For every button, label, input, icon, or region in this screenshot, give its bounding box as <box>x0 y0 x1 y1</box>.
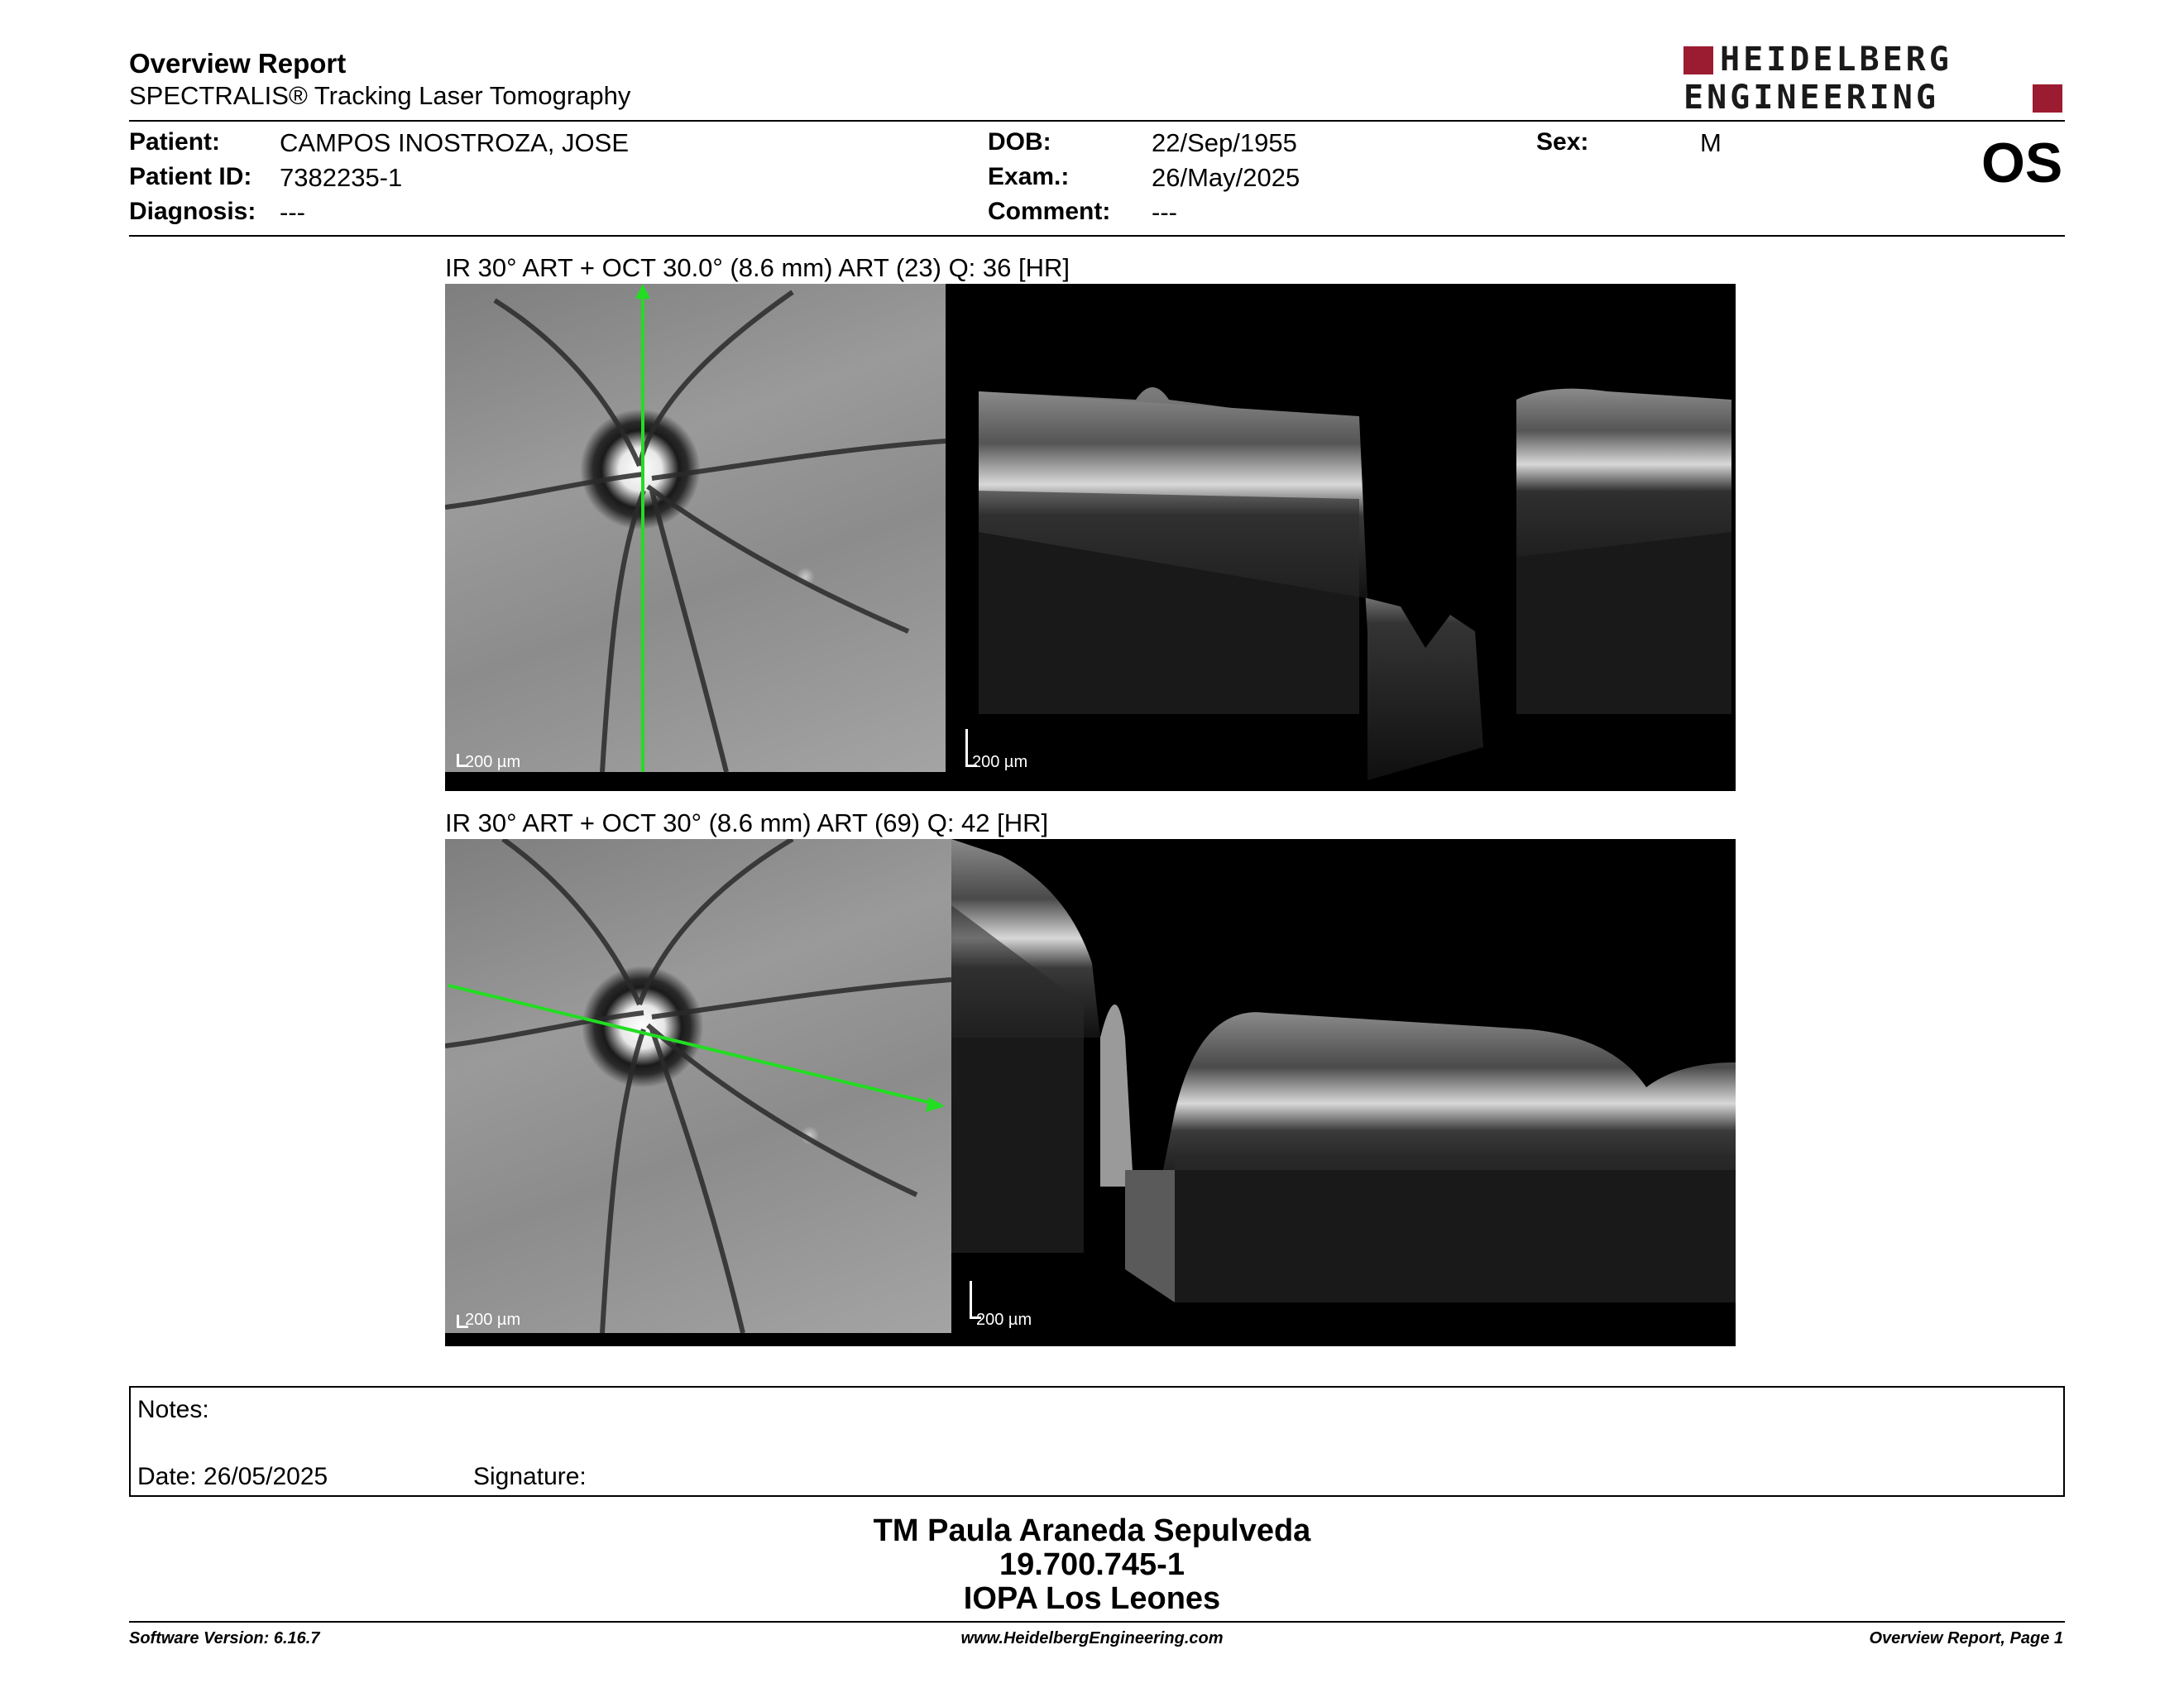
ir-fundus-image[interactable] <box>445 839 951 1333</box>
vessel-overlay <box>445 839 951 1333</box>
header-divider <box>129 120 2065 122</box>
scan-title: IR 30° ART + OCT 30.0° (8.6 mm) ART (23) Q: 36 [HR] <box>445 253 1070 282</box>
exam-value: 26/May/2025 <box>1152 163 1300 192</box>
oct-scale-label: 200 µm <box>972 753 1028 771</box>
scan-title: IR 30° ART + OCT 30° (8.6 mm) ART (69) Q: 42 [HR] <box>445 808 1049 837</box>
software-version: Software Version: 6.16.7 <box>129 1629 320 1647</box>
dob-value: 22/Sep/1955 <box>1152 128 1297 157</box>
oct-bscan-image[interactable] <box>946 284 1736 791</box>
oct-retina-shape <box>946 284 1736 791</box>
signature-label: Signature: <box>473 1463 587 1490</box>
signer-name: TM Paula Araneda Sepulveda <box>873 1513 1311 1548</box>
ir-fundus-image[interactable] <box>445 284 946 772</box>
ir-scale-label: 200 µm <box>465 753 521 771</box>
patient-divider <box>129 235 2065 237</box>
signer-id: 19.700.745-1 <box>999 1547 1185 1582</box>
diagnosis-label: Diagnosis: <box>129 198 256 225</box>
patient-name: CAMPOS INOSTROZA, JOSE <box>280 128 629 157</box>
website-link[interactable]: www.HeidelbergEngineering.com <box>960 1629 1224 1647</box>
eye-indicator: OS <box>1981 132 2063 194</box>
vessel-overlay <box>445 284 946 772</box>
comment-label: Comment: <box>988 198 1111 225</box>
patient-label: Patient: <box>129 128 221 156</box>
diagnosis-value: --- <box>280 198 305 227</box>
oct-bscan-image[interactable] <box>951 839 1736 1346</box>
scan-line-2 <box>448 985 941 1105</box>
oct-scale-label: 200 µm <box>976 1311 1032 1329</box>
signer-institution: IOPA Los Leones <box>963 1581 1221 1616</box>
logo-text-line1: HEIDELBERG <box>1720 41 1952 79</box>
logo-square-icon <box>2033 84 2062 113</box>
logo-text-line2: ENGINEERING <box>1684 79 1939 117</box>
comment-value: --- <box>1152 198 1177 227</box>
notes-label: Notes: <box>137 1396 209 1423</box>
page-indicator: Overview Report, Page 1 <box>1869 1629 2063 1647</box>
notes-box[interactable] <box>129 1386 2065 1497</box>
sex-value: M <box>1700 128 1722 157</box>
date-label: Date: 26/05/2025 <box>137 1463 328 1490</box>
patient-id: 7382235-1 <box>280 163 403 192</box>
heidelberg-logo <box>1684 43 2064 117</box>
footer-divider <box>129 1621 2065 1623</box>
sex-label: Sex: <box>1536 128 1589 156</box>
scan-panel <box>445 284 1736 791</box>
exam-label: Exam.: <box>988 163 1070 190</box>
logo-square-icon <box>1684 46 1713 74</box>
oct-retina-shape <box>951 839 1736 1346</box>
scan-panel <box>445 839 1736 1346</box>
ir-scale-label: 200 µm <box>465 1311 521 1329</box>
report-title: Overview Report <box>129 48 347 79</box>
report-subtitle: SPECTRALIS® Tracking Laser Tomography <box>129 81 631 110</box>
dob-label: DOB: <box>988 128 1051 156</box>
patient-id-label: Patient ID: <box>129 163 252 190</box>
